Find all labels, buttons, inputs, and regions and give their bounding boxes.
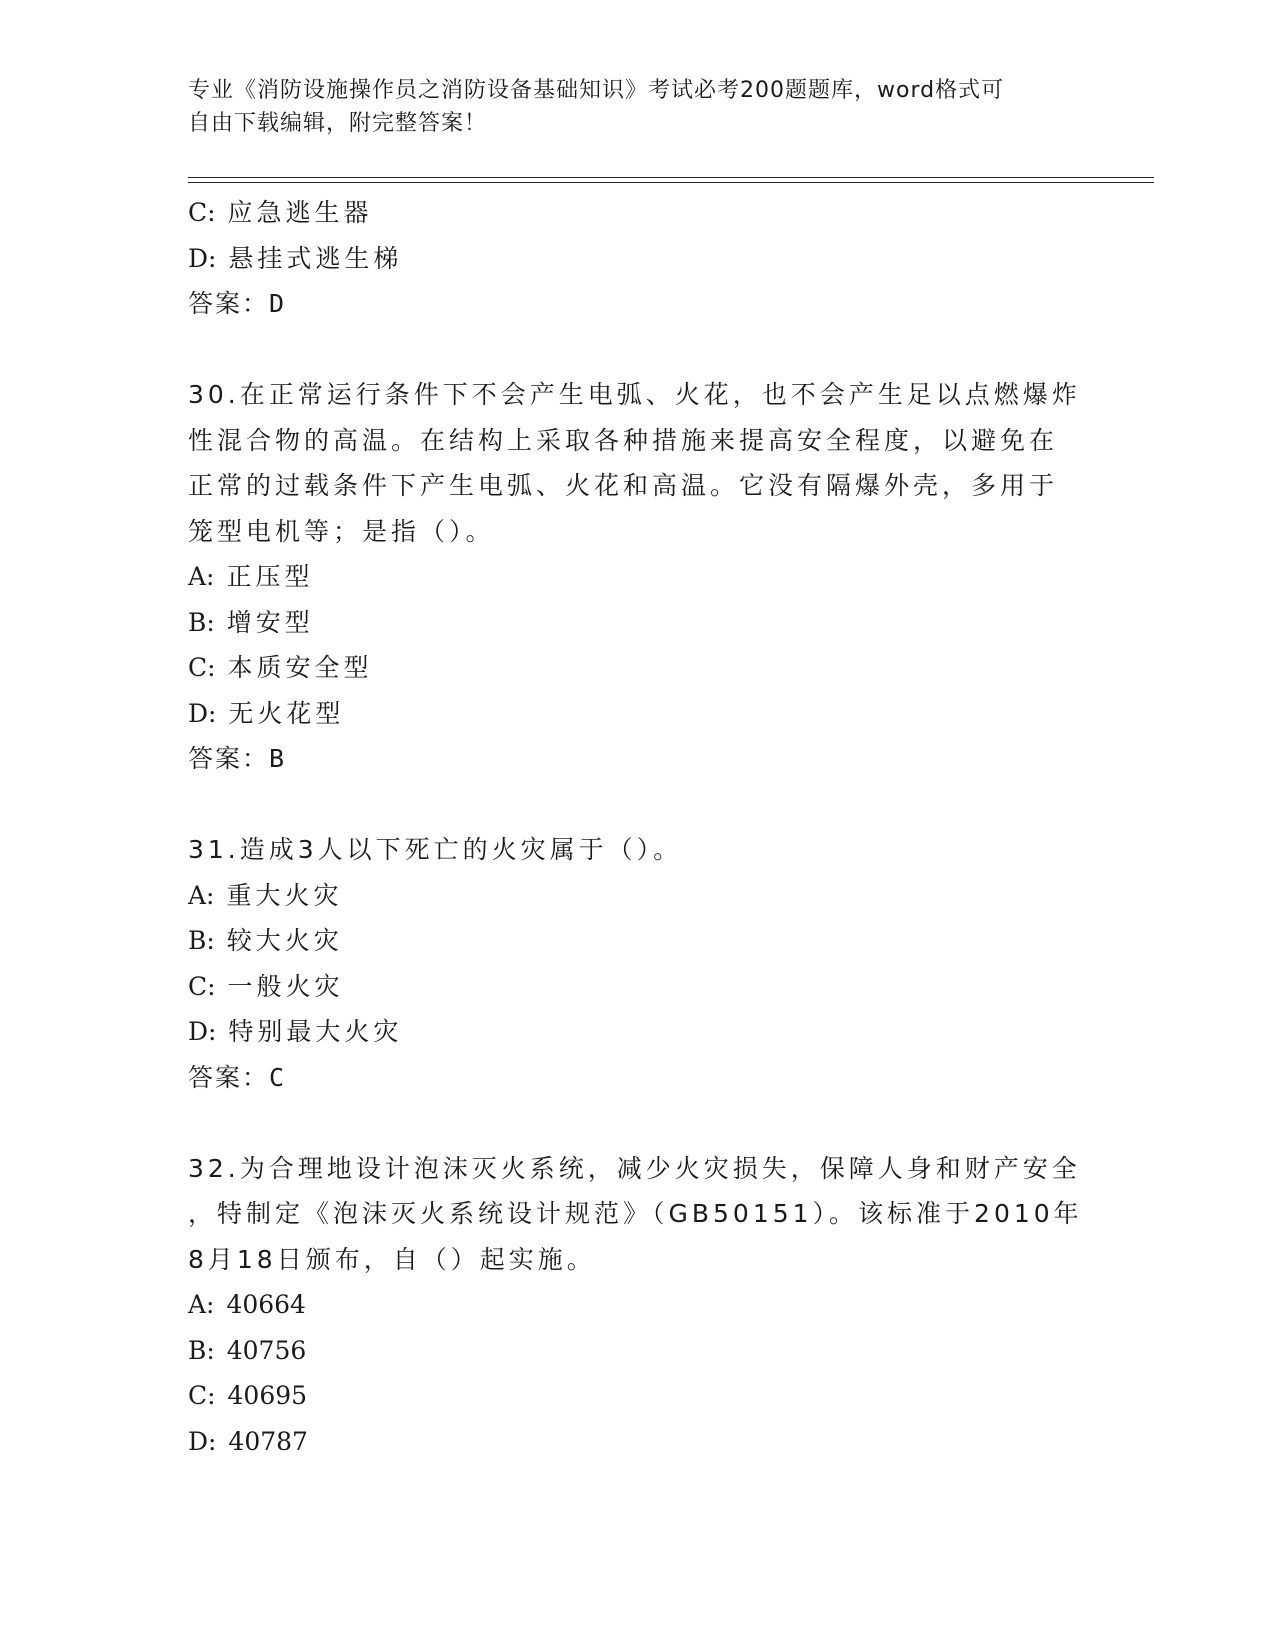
- answer-line: 答案：C: [188, 1062, 285, 1092]
- option-d: D: 特别最大火灾: [188, 1017, 403, 1046]
- spacer: [188, 1100, 1088, 1146]
- question-list: [188, 190, 1088, 1464]
- option-b: B: 增安型: [188, 607, 314, 637]
- header-title-line-1: 专业《消防设施操作员之消防设备基础知识》考试必考200题题库，word格式可: [188, 78, 1005, 103]
- answer-line: 答案：D: [188, 289, 285, 318]
- option-c: C: 应急逃生器: [188, 198, 373, 227]
- option-d: D: 悬挂式逃生梯: [188, 243, 403, 273]
- spacer: [188, 327, 1088, 373]
- document-header: [188, 74, 1068, 140]
- answer-line: 答案：B: [188, 744, 285, 773]
- option-a: A: 重大火灾: [188, 880, 343, 910]
- option-d: D: 40787: [188, 1426, 308, 1456]
- question-text-line: 8月18日颁布，自（）起实施。: [188, 1244, 596, 1274]
- option-d: D: 无火花型: [188, 698, 345, 728]
- question-text-line: 正常的过载条件下产生电弧、火花和高温。它没有隔爆外壳，多用于: [188, 471, 1059, 500]
- question-31: [188, 827, 1088, 1100]
- spacer: [188, 782, 1088, 828]
- header-divider-bottom: [188, 182, 1154, 183]
- option-a: A: 40664: [188, 1290, 306, 1319]
- option-b: B: 40756: [188, 1335, 307, 1365]
- option-a: A: 正压型: [188, 562, 314, 591]
- question-text-line: 性混合物的高温。在结构上采取各种措施来提高安全程度，以避免在: [188, 425, 1059, 455]
- question-text-line: ，特制定《泡沫灭火系统设计规范》（GB50151）。该标准于2010年: [188, 1199, 1083, 1228]
- question-text-line: 笼型电机等；是指（）。: [188, 516, 495, 546]
- header-title-line-2: 自由下载编辑，附完整答案！: [188, 111, 488, 136]
- question-text-line: 30.在正常运行条件下不会产生电弧、火花，也不会产生足以点燃爆炸: [188, 380, 1081, 409]
- option-c: C: 本质安全型: [188, 653, 373, 682]
- option-c: C: 40695: [188, 1381, 308, 1410]
- question-text-line: 32.为合理地设计泡沫灭火系统，减少火灾损失，保障人身和财产安全: [188, 1153, 1081, 1183]
- header-divider-top: [188, 177, 1154, 178]
- option-c: C: 一般火灾: [188, 971, 344, 1001]
- question-32: [188, 1146, 1088, 1465]
- option-b: B: 较大火灾: [188, 926, 343, 955]
- question-29-tail: [188, 190, 1088, 327]
- question-text-line: 31.造成3人以下死亡的火灾属于（）。: [188, 835, 683, 864]
- question-30: [188, 372, 1088, 782]
